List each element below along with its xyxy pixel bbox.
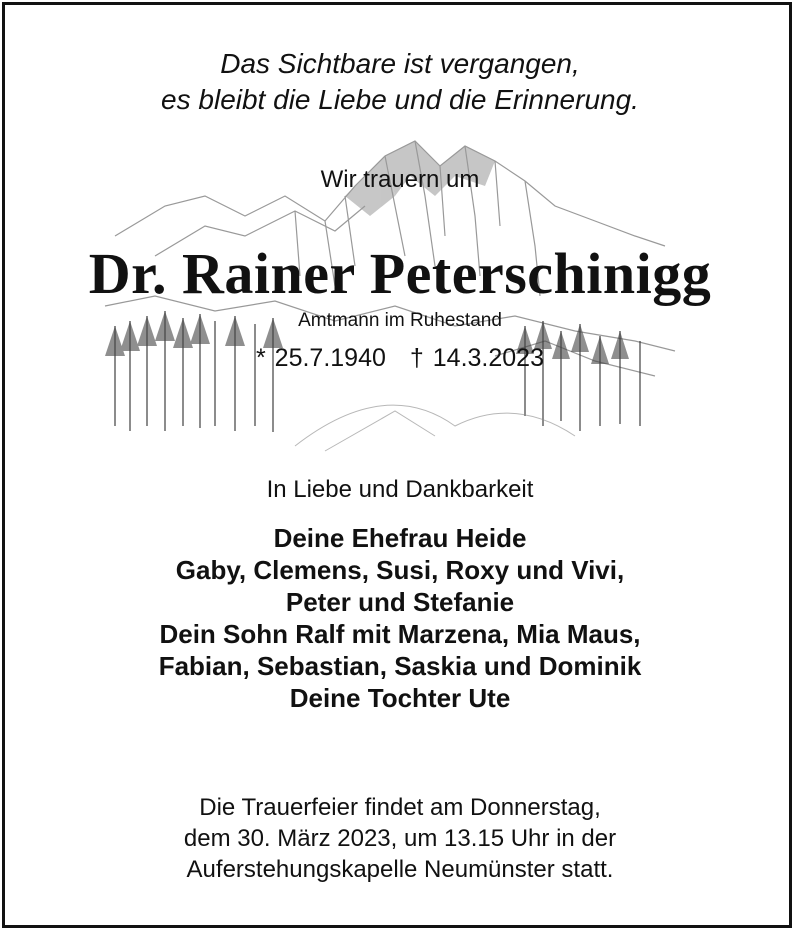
life-dates bbox=[0, 344, 800, 373]
family-line: Gaby, Clemens, Susi, Roxy und Vivi, bbox=[175, 555, 625, 585]
family-line: Fabian, Sebastian, Saskia und Dominik bbox=[158, 651, 642, 681]
mourning-line: Wir trauern um bbox=[320, 166, 480, 193]
family-line: Peter und Stefanie bbox=[285, 587, 515, 617]
family-line: Deine Ehefrau Heide bbox=[273, 523, 527, 553]
service-line: Auferstehungskapelle Neumünster statt. bbox=[186, 856, 614, 883]
service-line: dem 30. März 2023, um 13.15 Uhr in der bbox=[183, 825, 617, 852]
deceased-title: Amtmann im Ruhestand bbox=[298, 310, 502, 331]
service-line: Die Trauerfeier findet am Donnerstag, bbox=[199, 794, 601, 821]
closing-line: In Liebe und Dankbarkeit bbox=[266, 476, 534, 503]
family-line: Deine Tochter Ute bbox=[289, 683, 511, 713]
quote-line-1: Das Sichtbare ist vergangen, bbox=[220, 48, 580, 79]
quote bbox=[0, 46, 800, 118]
funeral-service-info bbox=[0, 792, 800, 885]
deceased-name: Dr. Rainer Peterschinigg bbox=[88, 241, 712, 306]
death-date: † 14.3.2023 bbox=[409, 344, 544, 372]
quote-line-2: es bleibt die Liebe und die Erinnerung. bbox=[161, 84, 639, 115]
family-line: Dein Sohn Ralf mit Marzena, Mia Maus, bbox=[159, 619, 641, 649]
family-list bbox=[0, 522, 800, 714]
birth-date: * 25.7.1940 bbox=[256, 344, 386, 372]
